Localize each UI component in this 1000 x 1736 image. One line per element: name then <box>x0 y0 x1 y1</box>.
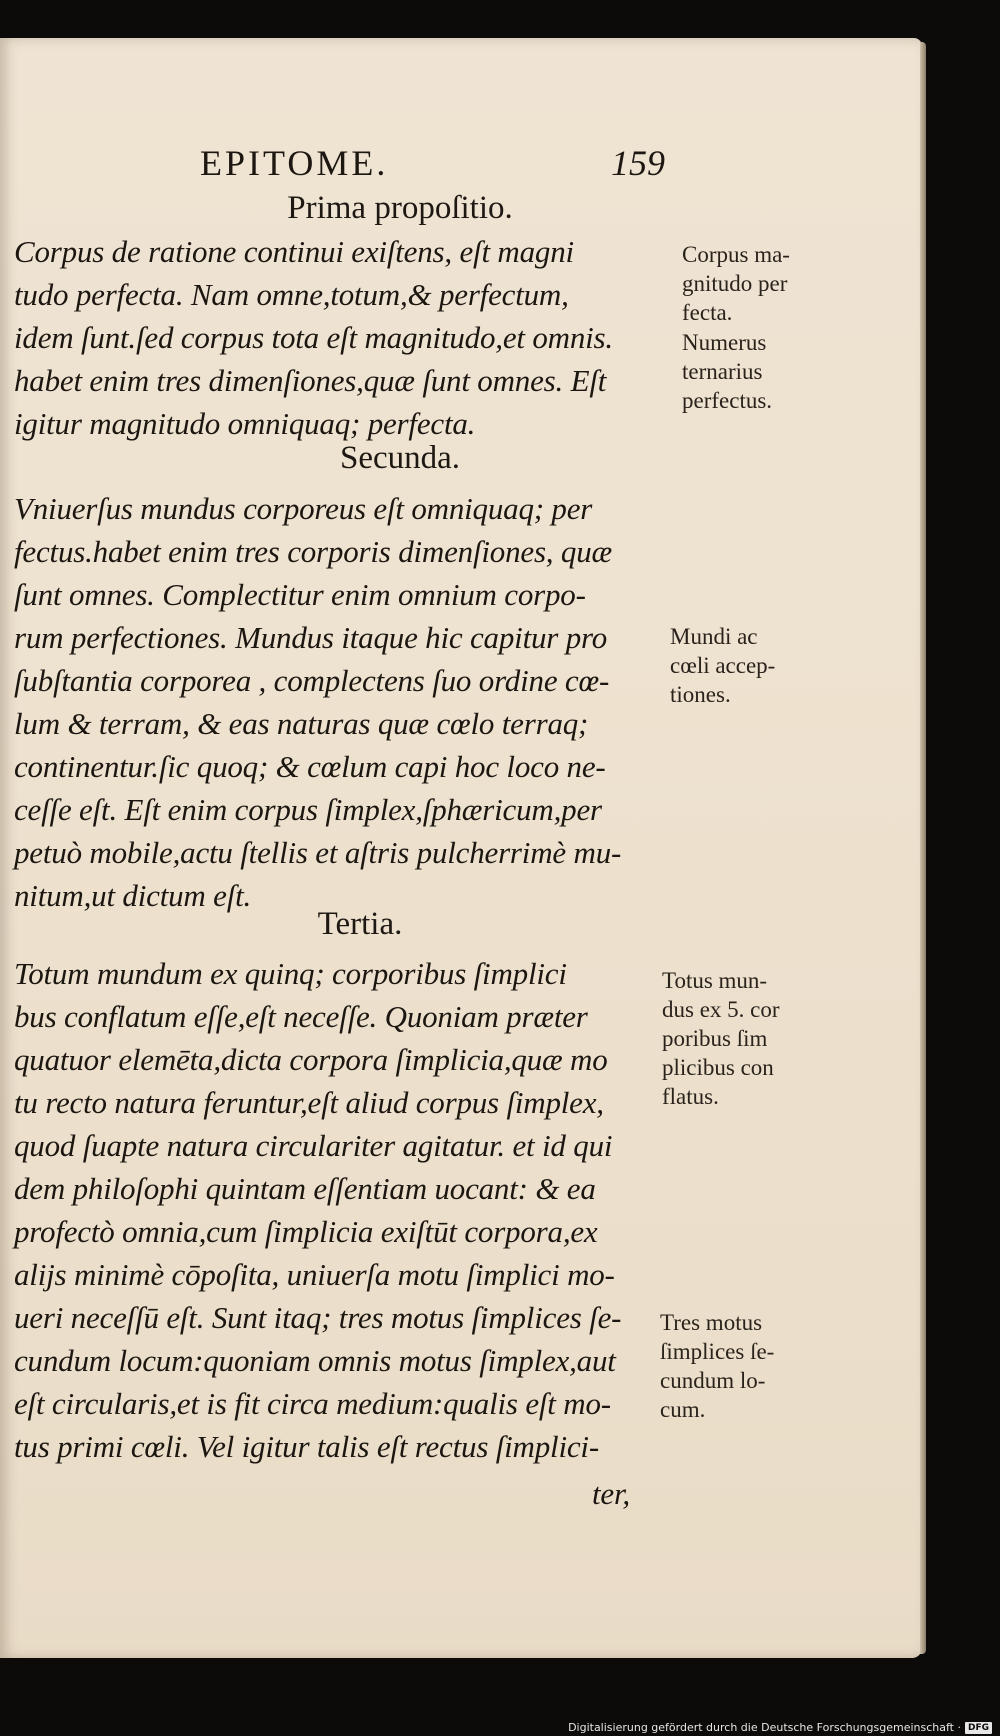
paragraph-tertia <box>14 952 669 1468</box>
paragraph-secunda <box>14 487 669 917</box>
text-line: profectò omnia,cum ſimplicia exiſtūt corpora,ex <box>14 1214 598 1249</box>
section-heading-secunda: Secunda. <box>339 440 461 476</box>
text-line: quod ſuapte natura circulariter agitatur. et id qui <box>14 1128 613 1163</box>
text-line: habet enim tres dimenſiones,quæ ſunt omnes. Eſt <box>14 363 607 398</box>
section-heading-tertia: Tertia. <box>317 906 403 942</box>
text-line: quatuor elemēta,dicta corpora ſimplicia,quæ mo <box>14 1042 608 1077</box>
paragraph-prima <box>14 230 669 445</box>
text-line: tudo perfecta. Nam omne,totum,& perfectum, <box>14 277 569 312</box>
marginal-note: Corpus ma- gnitudo per fecta. <box>682 242 790 325</box>
text-line: petuò mobile,actu ſtellis et aſtris pulcherrimè mu- <box>14 835 622 870</box>
page-number: 159 <box>611 143 665 183</box>
text-line: tu recto natura feruntur,eſt aliud corpus ſimplex, <box>14 1085 604 1120</box>
text-line: eſt circularis,et is fit circa medium:qualis eſt mo- <box>14 1386 611 1421</box>
text-line: bus conflatum eſſe,eſt neceſſe. Quoniam præter <box>14 999 588 1034</box>
text-line: igitur magnitudo omniquaq; perfecta. <box>14 406 476 441</box>
text-line: Corpus de ratione continui exiſtens, eſt magni <box>14 234 574 269</box>
credit-text: Digitalisierung gefördert durch die Deutsche Forschungsgemeinschaft · <box>568 1721 961 1734</box>
text-line: ceſſe eſt. Eſt enim corpus ſimplex,ſphæricum,per <box>14 792 602 827</box>
dfg-logo: DFG <box>965 1722 992 1734</box>
text-line: dem philoſophi quintam eſſentiam uocant: & ea <box>14 1171 596 1206</box>
text-line: ſunt omnes. Complectitur enim omnium corpo- <box>14 577 586 612</box>
marginal-note: Numerus ternarius perfectus. <box>682 330 773 413</box>
section-heading-prima: Prima propoſitio. <box>287 190 513 226</box>
text-line: Vniuerſus mundus corporeus eſt omniquaq; per <box>14 491 593 526</box>
text-line: cundum locum:quoniam omnis motus ſimplex,aut <box>14 1343 616 1378</box>
text-line: idem ſunt.ſed corpus tota eſt magnitudo,et omnis. <box>14 320 613 355</box>
marginal-note: Totus mun- dus ex 5. cor poribus ſim plicibus con flatus. <box>662 968 780 1109</box>
digitization-credit <box>568 1721 992 1734</box>
text-line: alijs minimè cōpoſita, uniuerſa motu ſimplici mo- <box>14 1257 615 1292</box>
running-header <box>200 142 665 184</box>
text-line: rum perfectiones. Mundus itaque hic capitur pro <box>14 620 608 655</box>
running-title: EPITOME. <box>200 143 389 183</box>
text-line: continentur.ſic quoq; & cœlum capi hoc loco ne- <box>14 749 606 784</box>
catchword: ter, <box>592 1476 630 1511</box>
page-edge <box>920 42 926 1654</box>
marginal-note: Mundi ac cœli accep- tiones. <box>670 624 776 707</box>
text-line: fectus.habet enim tres corporis dimenſiones, quæ <box>14 534 612 569</box>
marginal-note: Tres motus ſimplices ſe- cundum lo- cum. <box>660 1310 775 1422</box>
text-line: Totum mundum ex quinq; corporibus ſimplici <box>14 956 567 991</box>
text-line: nitum,ut dictum eſt. <box>14 878 252 913</box>
text-line: ueri neceſſū eſt. Sunt itaq; tres motus ſimplices ſe- <box>14 1300 622 1335</box>
text-line: lum & terram, & eas naturas quæ cœlo terraq; <box>14 706 589 741</box>
text-line: ſubſtantia corporea , complectens ſuo ordine cœ- <box>14 663 610 698</box>
text-line: tus primi cœli. Vel igitur talis eſt rectus ſimplici- <box>14 1429 599 1464</box>
